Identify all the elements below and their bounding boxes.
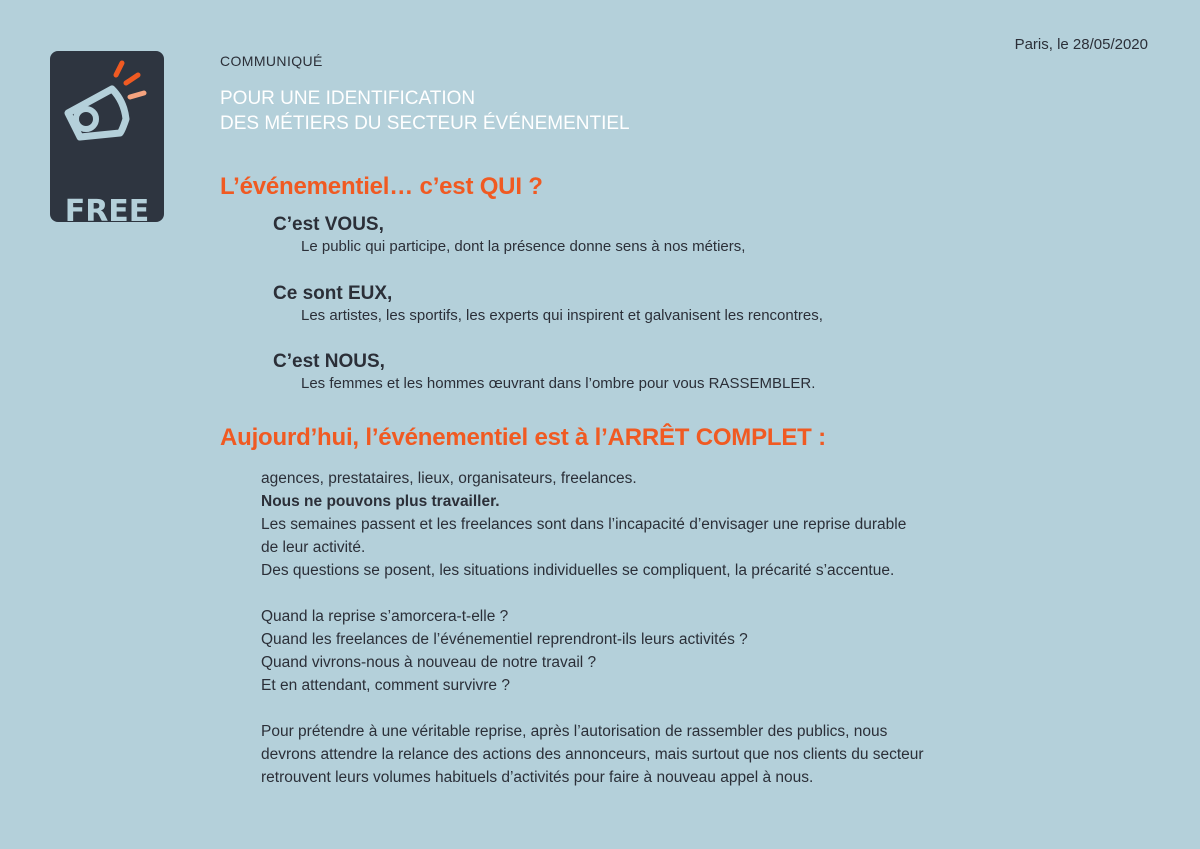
logo-text-free: FREE <box>64 194 150 229</box>
paragraph: devrons attendre la relance des actions des annonceurs, mais surtout que nos clients du secteur <box>261 746 924 763</box>
who-heading: Ce sont EUX, <box>273 283 393 304</box>
question: Quand la reprise s’amorcera-t-elle ? <box>261 608 509 625</box>
logo <box>50 51 164 260</box>
question: Quand les freelances de l’événementiel reprendront-ils leurs activités ? <box>261 631 748 648</box>
paragraph: Pour prétendre à une véritable reprise, après l’autorisation de rassembler des publics, nous <box>261 723 888 740</box>
title-line-2: DES MÉTIERS DU SECTEUR ÉVÉNEMENTIEL <box>220 113 630 134</box>
paragraph: Les semaines passent et les freelances sont dans l’incapacité d’envisager une reprise durable <box>261 516 907 533</box>
kicker: COMMUNIQUÉ <box>220 53 323 69</box>
who-text: Les femmes et les hommes œuvrant dans l’ombre pour vous RASSEMBLER. <box>301 375 816 392</box>
logo-text-lances: LANCES <box>60 226 154 251</box>
who-block-nous <box>273 350 815 394</box>
paragraph: retrouvent leurs volumes habituels d’activités pour faire à nouveau appel à nous. <box>261 769 814 786</box>
page-title <box>220 86 630 136</box>
paragraph: Des questions se posent, les situations individuelles se compliquent, la précarité s’accentue. <box>261 562 895 579</box>
who-block-eux <box>273 282 823 326</box>
who-heading: C’est NOUS, <box>273 351 385 372</box>
who-text: Le public qui participe, dont la présence donne sens à nos métiers, <box>301 238 746 255</box>
paragraph: de leur activité. <box>261 539 366 556</box>
body-text <box>261 467 1061 789</box>
paragraph: agences, prestataires, lieux, organisateurs, freelances. <box>261 470 637 487</box>
who-heading: C’est VOUS, <box>273 214 384 235</box>
paragraph-bold: Nous ne pouvons plus travailler. <box>261 493 500 510</box>
section1-heading: L’événementiel… c’est QUI ? <box>220 173 543 200</box>
logo-text-sub: DE L'ÉVÉNEMENTIEL <box>67 252 147 260</box>
date: Paris, le 28/05/2020 <box>1014 36 1148 53</box>
who-block-vous <box>273 213 745 257</box>
question: Et en attendant, comment survivre ? <box>261 677 510 694</box>
who-text: Les artistes, les sportifs, les experts qui inspirent et galvanisent les rencontres, <box>301 307 823 324</box>
question: Quand vivrons-nous à nouveau de notre travail ? <box>261 654 597 671</box>
title-line-1: POUR UNE IDENTIFICATION <box>220 88 476 109</box>
section2-heading: Aujourd’hui, l’événementiel est à l’ARRÊT COMPLET : <box>220 424 826 451</box>
